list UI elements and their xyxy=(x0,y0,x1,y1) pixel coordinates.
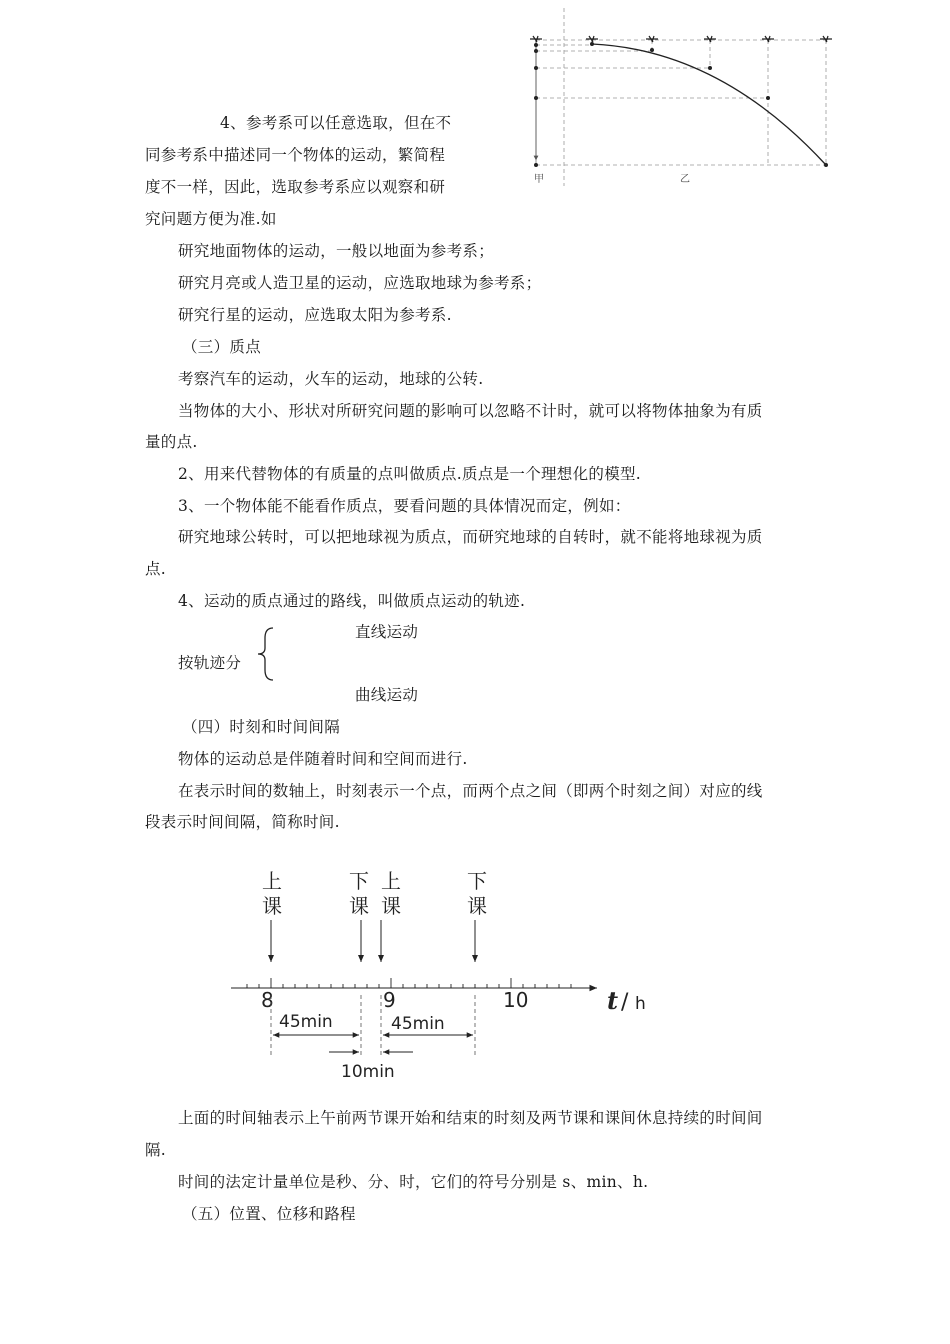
label-class-start-2-top: 上 xyxy=(381,869,401,893)
section3-p3: 2、用来代替物体的有质量的点叫做质点.质点是一个理想化的模型. xyxy=(178,465,642,483)
classify-straight: 直线运动 xyxy=(355,623,419,641)
tick-10: 10 xyxy=(503,988,529,1012)
label-class-end-2-bottom: 课 xyxy=(467,894,487,918)
label-class-end-2-top: 下 xyxy=(467,869,487,893)
intro-line-1: 4、参考系可以任意选取，但在不 xyxy=(220,114,452,132)
example-ground: 研究地面物体的运动，一般以地面为参考系； xyxy=(178,242,495,260)
after-p2: 时间的法定计量单位是秒、分、时，它们的符号分别是 s、min、h. xyxy=(178,1173,649,1191)
label-class-end-1-top: 下 xyxy=(349,869,369,893)
classify-curved: 曲线运动 xyxy=(355,686,419,704)
tick-8: 8 xyxy=(261,988,274,1012)
axis-unit-t: t xyxy=(607,986,619,1015)
section3-p5a: 研究地球公转时，可以把地球视为质点，而研究地球的自转时，就不能将地球视为质 xyxy=(178,528,763,546)
section5-heading: （五）位置、位移和路程 xyxy=(182,1205,356,1223)
after-p1a: 上面的时间轴表示上午前两节课开始和结束的时刻及两节课和课间休息持续的时间间 xyxy=(178,1109,763,1127)
example-moon: 研究月亮或人造卫星的运动，应选取地球为参考系； xyxy=(178,274,542,292)
label-class-start-2-bottom: 课 xyxy=(381,894,401,918)
section3-p5b: 点. xyxy=(145,560,167,578)
section3-p6: 4、运动的质点通过的路线，叫做质点运动的轨迹. xyxy=(178,592,526,610)
interval-class-2: 45min xyxy=(391,1014,445,1034)
class-timeline-diagram xyxy=(225,865,665,1085)
label-class-end-1-bottom: 课 xyxy=(349,894,369,918)
label-class-start-1-bottom: 课 xyxy=(262,894,282,918)
interval-class-1: 45min xyxy=(279,1012,333,1032)
interval-break: 10min xyxy=(341,1062,395,1082)
section3-p2b: 量的点. xyxy=(145,433,198,451)
axis-unit-h: h xyxy=(635,994,646,1014)
section3-heading: （三）质点 xyxy=(182,338,262,356)
section3-p2a: 当物体的大小、形状对所研究问题的影响可以忽略不计时，就可以将物体抽象为有质 xyxy=(178,402,763,420)
after-p1b: 隔. xyxy=(145,1141,167,1159)
section4-p2a: 在表示时间的数轴上，时刻表示一个点，而两个点之间（即两个时刻之间）对应的线 xyxy=(178,782,763,800)
section4-heading: （四）时刻和时间间隔 xyxy=(182,718,341,736)
label-jia: 甲 xyxy=(534,174,544,185)
axis-unit-slash: / xyxy=(621,990,629,1015)
intro-line-4: 究问题方便为准.如 xyxy=(145,210,277,228)
classify-label: 按轨迹分 xyxy=(178,654,242,672)
section3-p4: 3、一个物体能不能看作质点，要看问题的具体情况而定，例如： xyxy=(178,497,631,515)
example-planet: 研究行星的运动，应选取太阳为参考系. xyxy=(178,306,452,324)
intro-line-2: 同参考系中描述同一个物体的运动，繁简程 xyxy=(145,146,446,164)
section4-p1: 物体的运动总是伴随着时间和空间而进行. xyxy=(178,750,468,768)
trajectory-curve xyxy=(592,44,826,165)
label-yi: 乙 xyxy=(680,174,690,185)
projectile-trajectory-diagram xyxy=(520,8,840,188)
section3-p1: 考察汽车的运动，火车的运动，地球的公转. xyxy=(178,370,484,388)
intro-line-3: 度不一样，因此，选取参考系应以观察和研 xyxy=(145,178,446,196)
tick-9: 9 xyxy=(383,988,396,1012)
section4-p2b: 段表示时间间隔，简称时间. xyxy=(145,813,340,831)
plane-icon xyxy=(530,36,832,42)
brace-icon xyxy=(255,626,277,682)
label-class-start-1-top: 上 xyxy=(262,869,282,893)
